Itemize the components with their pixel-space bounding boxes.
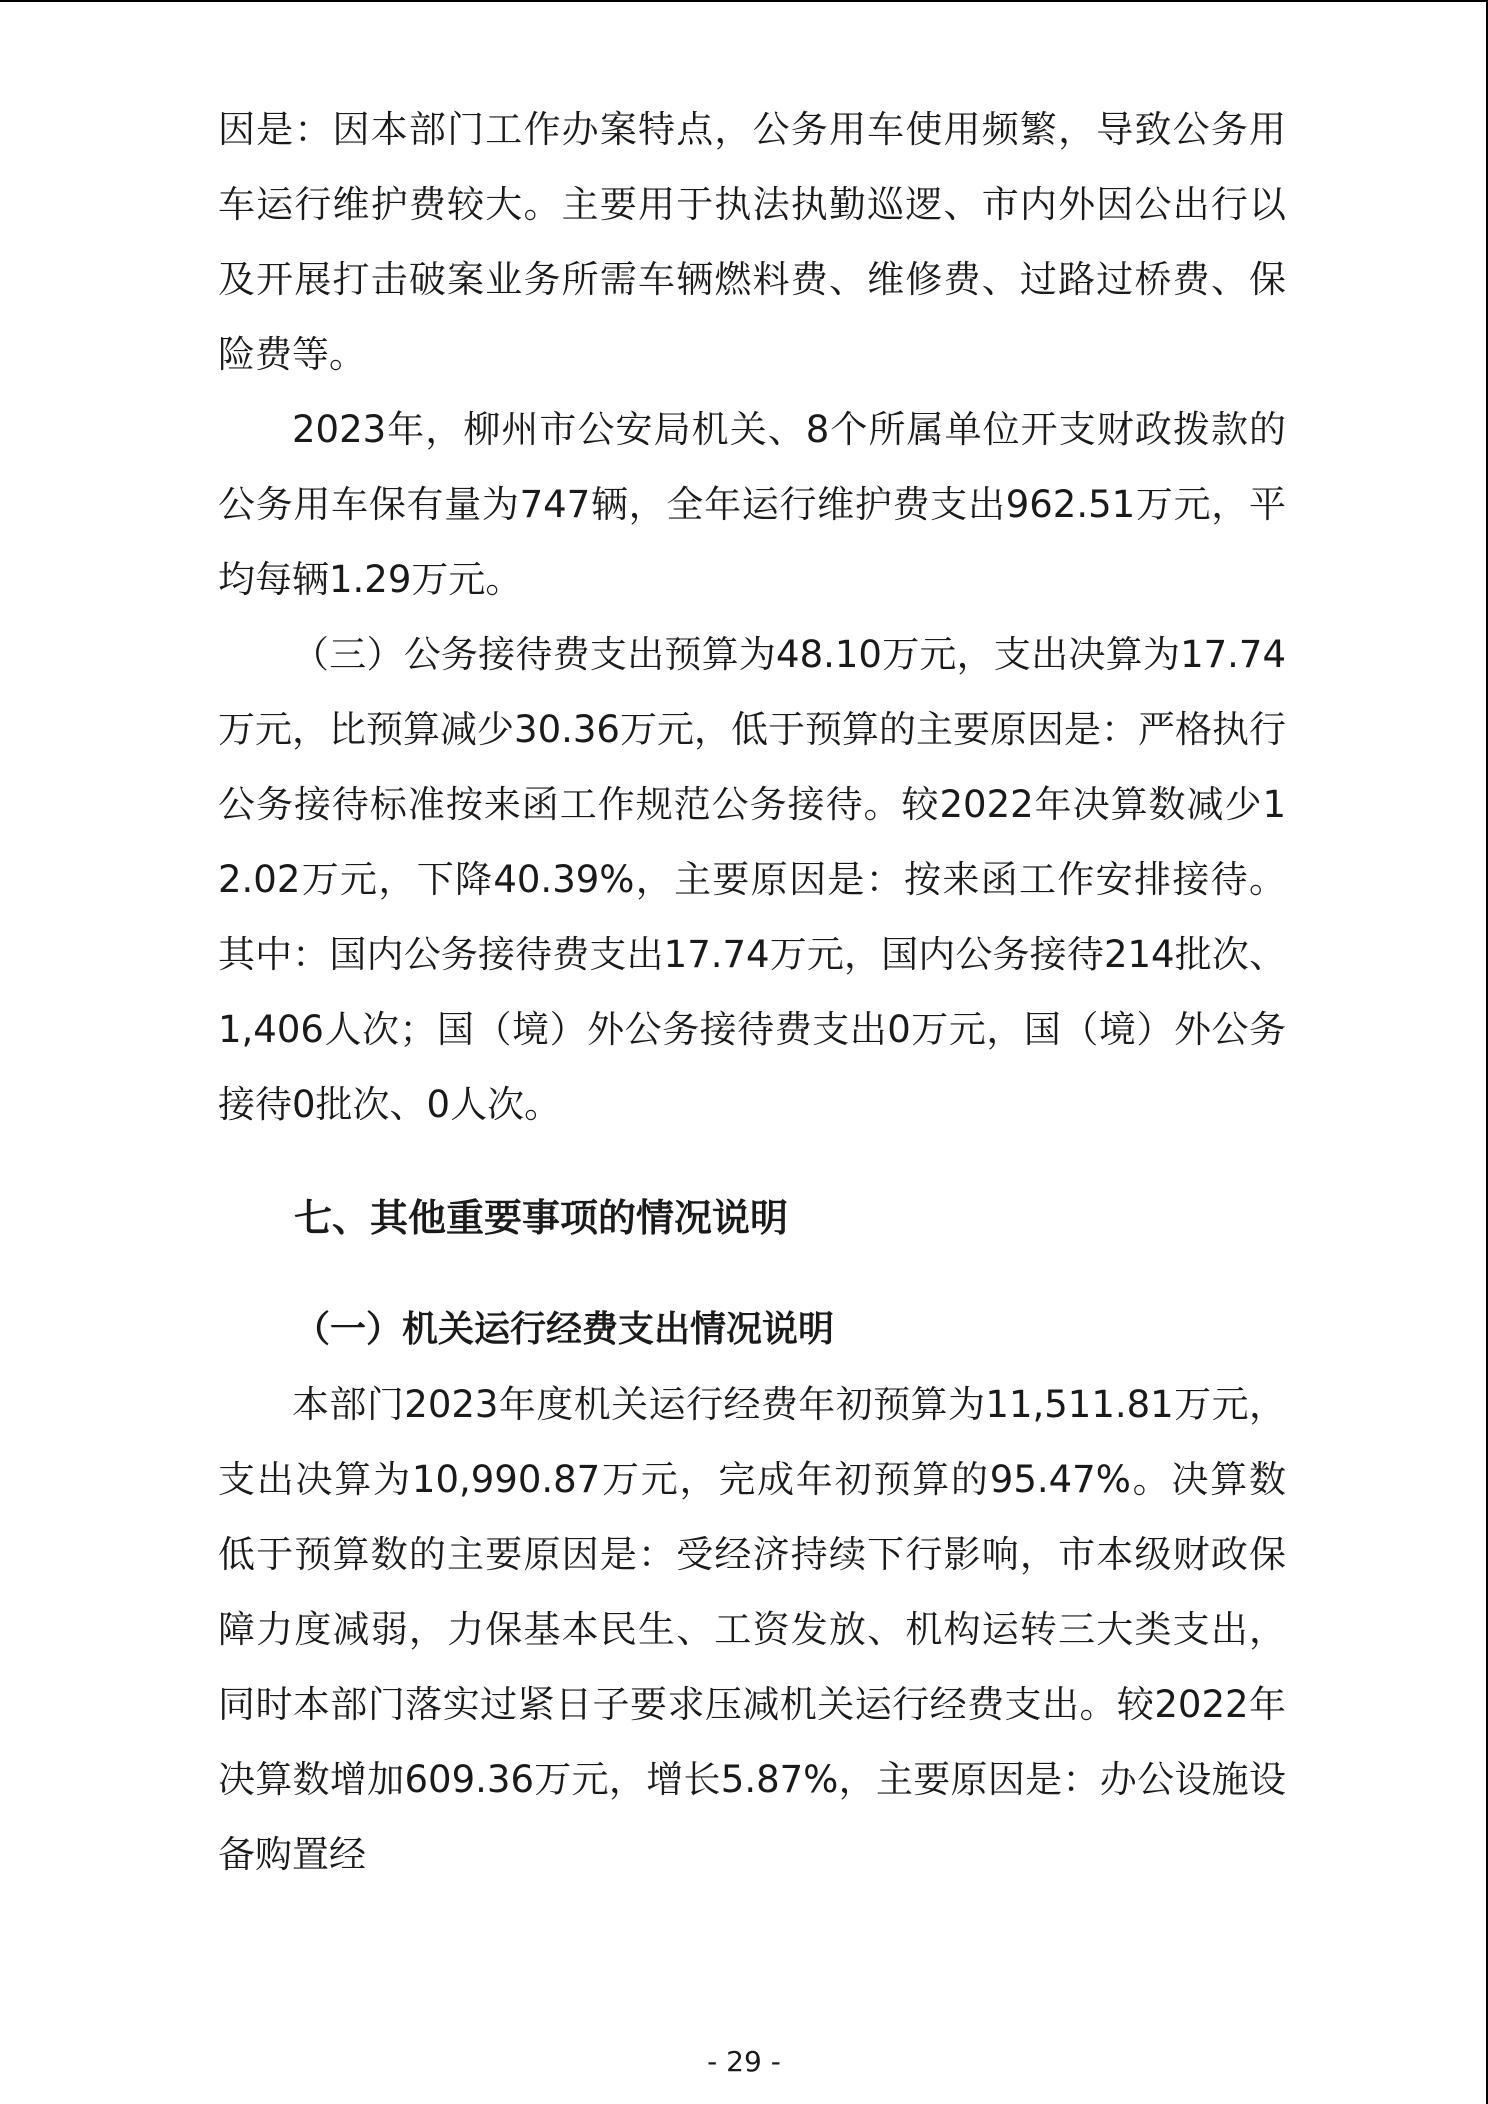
paragraph-vehicle-count: 2023年，柳州市公安局机关、8个所属单位开支财政拨款的公务用车保有量为747辆，全年运行维护费支出962.51万元，平均每辆1.29万元。 bbox=[218, 408, 1286, 601]
paragraph-reception-expense: （三）公务接待费支出预算为48.10万元，支出决算为17.74万元，比预算减少30.36万元，低于预算的主要原因是：严格执行公务接待标准按来函工作规范公务接待。较2022年决算数减少12.02万元，下降40.39%，主要原因是：按来函工作安排接待。其中：国内公务接待费支出17.74万元，国内公务接待214批次、1,406人次；国（境）外公务接待费支出0万元，国（境）外公务接待0批次、0人次。 bbox=[218, 633, 1286, 1126]
subsection-heading: （一）机关运行经费支出情况说明 bbox=[294, 1309, 835, 1350]
paragraph-vehicle-reason: 因是：因本部门工作办案特点，公务用车使用频繁，导致公务用车运行维护费较大。主要用于执法执勤巡逻、市内外因公出行以及开展打击破案业务所需车辆燃料费、维修费、过路过桥费、保险费等。 bbox=[218, 108, 1286, 376]
section-heading: 七、其他重要事项的情况说明 bbox=[294, 1196, 789, 1240]
body-text-bottom bbox=[218, 1367, 1286, 1892]
page-number: - 29 - bbox=[707, 2045, 781, 2078]
paragraph-operating-expense: 本部门2023年度机关运行经费年初预算为11,511.81万元，支出决算为10,990.87万元，完成年初预算的95.47%。决算数低于预算数的主要原因是：受经济持续下行影响，市本级财政保障力度减弱，力保基本民生、工资发放、机构运转三大类支出，同时本部门落实过紧日子要求压减机关运行经费支出。较2022年决算数增加609.36万元，增长5.87%，主要原因是：办公设施设备购置经 bbox=[218, 1383, 1286, 1876]
body-text-top bbox=[218, 92, 1286, 1142]
